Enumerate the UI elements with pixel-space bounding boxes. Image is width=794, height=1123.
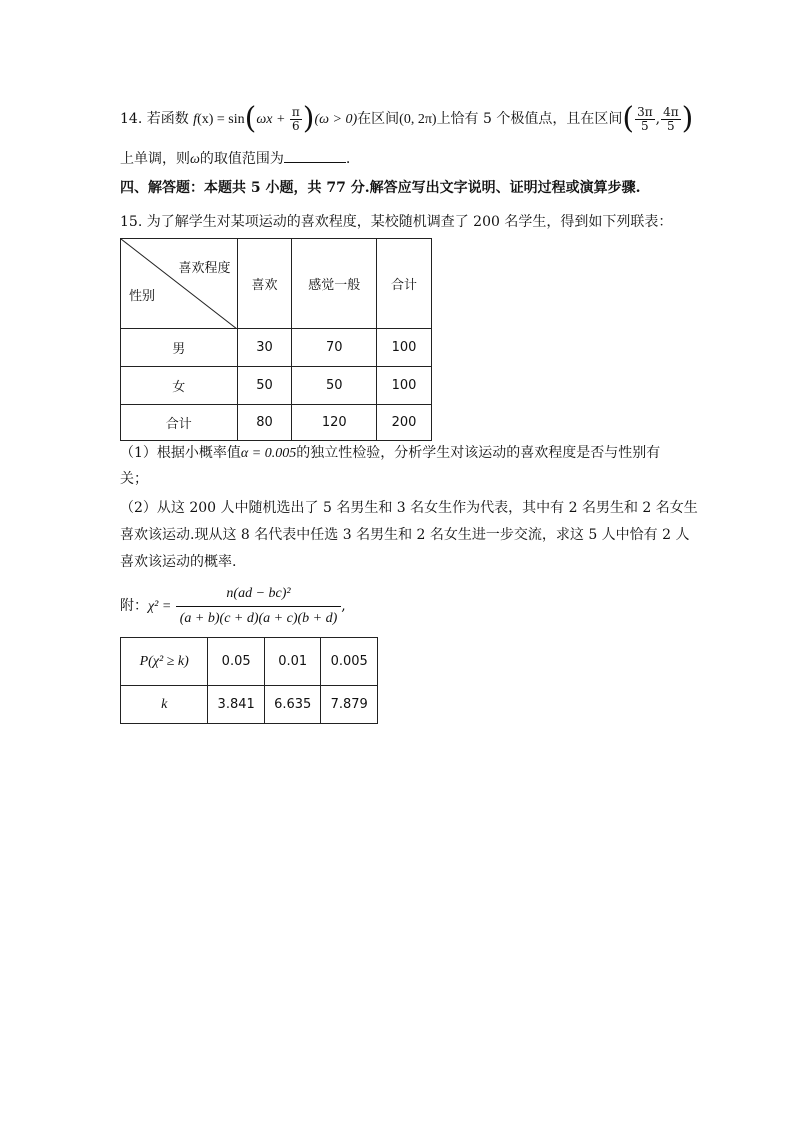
table-cell: 50	[292, 367, 377, 405]
table-cell: 50	[237, 367, 292, 405]
q15-part1-line1: （1）根据小概率值α = 0.005的独立性检验，分析学生对该运动的喜欢程度是否与性别有	[120, 445, 661, 461]
header-like: 喜欢	[237, 239, 292, 329]
ref-row2-label: k	[121, 686, 208, 724]
q14-frac-b: $\frac{4\pi}{5}$	[663, 104, 679, 133]
q14-number: 14.	[120, 111, 143, 127]
section-heading: 四、解答题：本题共 5 小题，共 77 分.解答应写出文字说明、证明过程或演算步骤.	[120, 180, 641, 196]
header-total: 合计	[377, 239, 432, 329]
row-label-male: 男	[121, 329, 238, 367]
row-label-female: 女	[121, 367, 238, 405]
diagonal-line	[121, 239, 237, 329]
q14-interval1: (0, 2π)	[399, 112, 437, 127]
table-cell: 120	[292, 405, 377, 441]
q14-line1: 14. 若函数 f(x) = sin(ωx + $\frac{\pi}{6}$ )(ω > 0)在区间(0, 2π)上恰有 5 个极值点，且在区间( $\frac{3\pi}{5}$ , $\frac{4\pi}{5}$ )	[120, 101, 694, 136]
q14-omega-x: ωx +	[256, 112, 289, 127]
q15-intro: 15. 为了解学生对某项运动的喜欢程度，某校随机调查了 200 名学生，得到如下列联表：	[120, 214, 673, 230]
ref-row1-label: P(χ² ≥ k)	[121, 638, 208, 686]
q14-line2-b: 的取值范围为	[199, 151, 284, 167]
table-diagonal-header	[121, 239, 238, 329]
header-neutral: 感觉一般	[292, 239, 377, 329]
chi-square-formula: 附：χ² = $\frac{\text{n(ad − bc)²}}{(a + b)(c + d)(a + c)(b + d)}$ ,	[120, 582, 346, 630]
table-cell: 100	[377, 367, 432, 405]
q14-frac-a: $\frac{3\pi}{5}$	[637, 104, 653, 133]
alpha-value: α = 0.005	[240, 446, 297, 461]
table-cell: 200	[377, 405, 432, 441]
contingency-table	[120, 238, 432, 441]
q15-part1-line2: 关；	[120, 471, 148, 487]
table-cell: 100	[377, 329, 432, 367]
ref-cell: 0.005	[321, 638, 378, 686]
q14-answer-blank	[284, 148, 346, 163]
table-cell: 80	[237, 405, 292, 441]
q14-pi-six-fraction: $\frac{\pi}{6}$	[291, 104, 300, 133]
q14-text1: 在区间	[357, 111, 400, 127]
q14-text2: 上恰有 5 个极值点，且在区间	[436, 111, 623, 127]
q14-line2-a: 上单调，则	[120, 151, 190, 167]
row-label-total: 合计	[121, 405, 238, 441]
ref-cell: 0.01	[264, 638, 321, 686]
chi-fraction	[176, 584, 342, 629]
q14-lead: 若函数	[146, 111, 189, 127]
ref-cell: 7.879	[321, 686, 378, 724]
q14-line2-end: .	[345, 151, 351, 167]
q15-part2-line1: （2）从这 200 人中随机选出了 5 名男生和 3 名女生作为代表，其中有 2 名男生和 2 名女生	[120, 500, 698, 516]
table-cell: 70	[292, 329, 377, 367]
q14-line2	[120, 148, 350, 170]
q15-part2-line2: 喜欢该运动.现从这 8 名代表中任选 3 名男生和 2 名女生进一步交流，求这 5 人中恰有 2 人	[120, 527, 690, 543]
diag-bottom-label: 性别	[129, 289, 156, 304]
chi-lhs: χ² =	[148, 599, 172, 614]
table-cell: 30	[237, 329, 292, 367]
ref-cell: 0.05	[208, 638, 265, 686]
q14-omega: ω	[190, 152, 200, 167]
q14-omega-condition: (ω > 0)	[314, 112, 358, 127]
ref-cell: 6.635	[264, 686, 321, 724]
q15-part2-line3: 喜欢该运动的概率.	[120, 554, 237, 570]
q14-func-name: f	[193, 112, 198, 127]
ref-cell: 3.841	[208, 686, 265, 724]
q14-func-var: (x) = sin	[197, 112, 245, 127]
appendix-label: 附：	[120, 598, 148, 614]
chi-numerator: n(ad − bc)²	[176, 584, 342, 607]
diag-top-label: 喜欢程度	[178, 261, 231, 276]
critical-value-table	[120, 637, 378, 724]
chi-denominator: (a + b)(c + d)(a + c)(b + d)	[179, 610, 338, 626]
